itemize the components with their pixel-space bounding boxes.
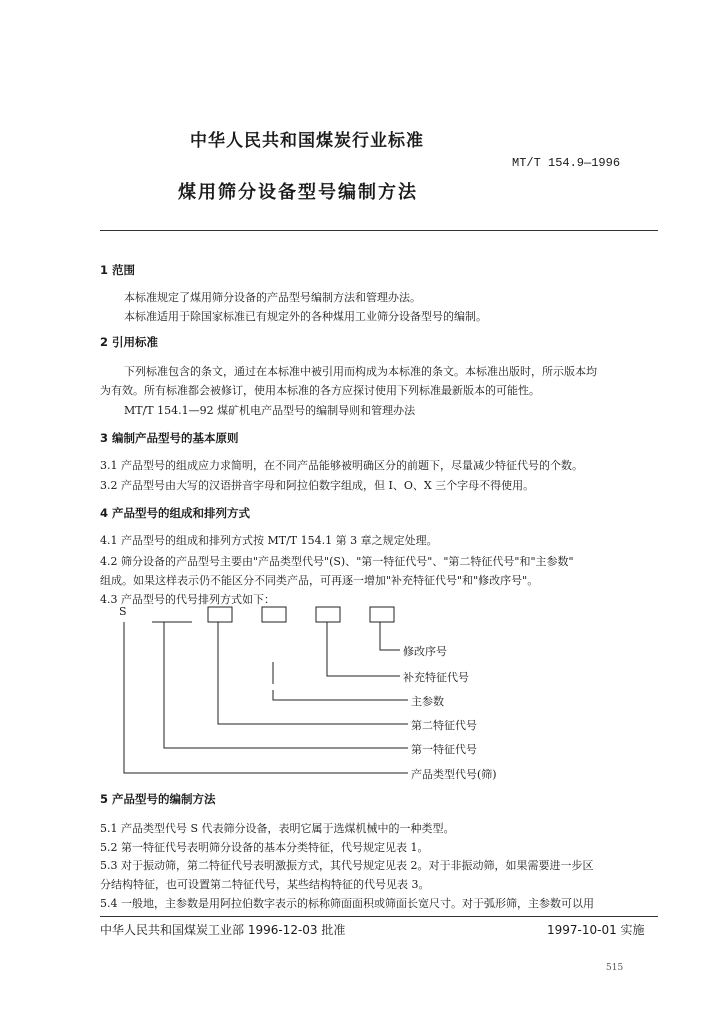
slot-main-parameter: [262, 607, 286, 622]
clause-4-1: 4.1 产品型号的组成和排列方式按 MT/T 154.1 第 3 章之规定处理。: [100, 534, 438, 547]
leader-supplement: [327, 622, 400, 676]
leader-product-type: [124, 622, 408, 773]
leader-main-parameter: [273, 690, 408, 700]
document-title: 煤用筛分设备型号编制方法: [178, 182, 418, 203]
top-rule: [100, 230, 658, 231]
clause-4-3: 4.3 产品型号的代号排列方式如下：: [100, 593, 275, 606]
label-supplement-feature: 补充特征代号: [403, 671, 469, 684]
section-4-heading: 4 产品型号的组成和排列方式: [100, 506, 251, 520]
standard-code: MT/T 154.9—1996: [512, 156, 621, 170]
clause-3-2: 3.2 产品型号由大写的汉语拼音字母和阿拉伯数字组成，但 I、O、X 三个字母不得使用。: [100, 479, 535, 492]
page-number: 515: [606, 963, 624, 973]
clause-5-1: 5.1 产品类型代号 S 代表筛分设备，表明它属于选煤机械中的一种类型。: [100, 822, 455, 835]
clause-4-2a: 4.2 筛分设备的产品型号主要由"产品类型代号"(S)、"第一特征代号"、"第二特征代号"和"主参数": [100, 555, 574, 568]
section-2-para-1a: 下列标准包含的条文，通过在本标准中被引用而构成为本标准的条文。本标准出版时，所示版本均: [124, 365, 597, 378]
section-1-heading: 1 范围: [100, 263, 136, 277]
section-2-reference: MT/T 154.1—92 煤矿机电产品型号的编制导则和管理办法: [124, 404, 416, 417]
clause-5-4: 5.4 一般地，主参数是用阿拉伯数字表示的标称筛面面积或筛面长宽尺寸。对于弧形筛，主参数可以用: [100, 897, 594, 910]
section-2-heading: 2 引用标准: [100, 335, 159, 349]
clause-5-2: 5.2 第一特征代号表明筛分设备的基本分类特征，代号规定见表 1。: [100, 841, 429, 854]
slot-supplement: [316, 607, 340, 622]
section-5-heading: 5 产品型号的编制方法: [100, 792, 216, 806]
clause-4-2b: 组成。如果这样表示仍不能区分不同类产品，可再逐一增加"补充特征代号"和"修改序号"。: [100, 574, 539, 587]
clause-5-3b: 分结构特征，也可设置第二特征代号，某些结构特征的代号见表 3。: [100, 878, 430, 891]
label-second-feature: 第二特征代号: [411, 719, 477, 732]
label-main-parameter: 主参数: [411, 695, 444, 708]
clause-3-1: 3.1 产品型号的组成应力求简明，在不同产品能够被明确区分的前题下，尽量减少特征代号的个数。: [100, 459, 583, 472]
label-revision: 修改序号: [403, 645, 447, 658]
label-first-feature: 第一特征代号: [411, 743, 477, 756]
label-product-type: 产品类型代号(筛): [411, 768, 497, 781]
diagram-prefix: S: [119, 605, 127, 618]
bottom-rule: [100, 916, 658, 917]
org-title: 中华人民共和国煤炭行业标准: [190, 131, 424, 151]
approval-statement: 中华人民共和国煤炭工业部 1996-12-03 批准: [100, 923, 346, 937]
clause-5-3a: 5.3 对于振动筛，第二特征代号表明激振方式，其代号规定见表 2。对于非振动筛，如果需要进一步区: [100, 859, 594, 872]
slot-revision: [370, 607, 394, 622]
section-1-para-1: 本标准规定了煤用筛分设备的产品型号编制方法和管理办法。: [124, 291, 421, 304]
section-2-para-1b: 为有效。所有标准都会被修订，使用本标准的各方应探讨使用下列标准最新版本的可能性。: [100, 384, 540, 397]
leader-revision: [380, 622, 400, 650]
slot-second-feature: [208, 607, 232, 622]
section-1-para-2: 本标准适用于除国家标准已有规定外的各种煤用工业筛分设备型号的编制。: [124, 310, 487, 323]
leader-first-feature: [164, 622, 408, 748]
leader-second-feature: [218, 622, 408, 724]
implementation-date: 1997-10-01 实施: [547, 923, 645, 937]
section-3-heading: 3 编制产品型号的基本原则: [100, 431, 239, 445]
